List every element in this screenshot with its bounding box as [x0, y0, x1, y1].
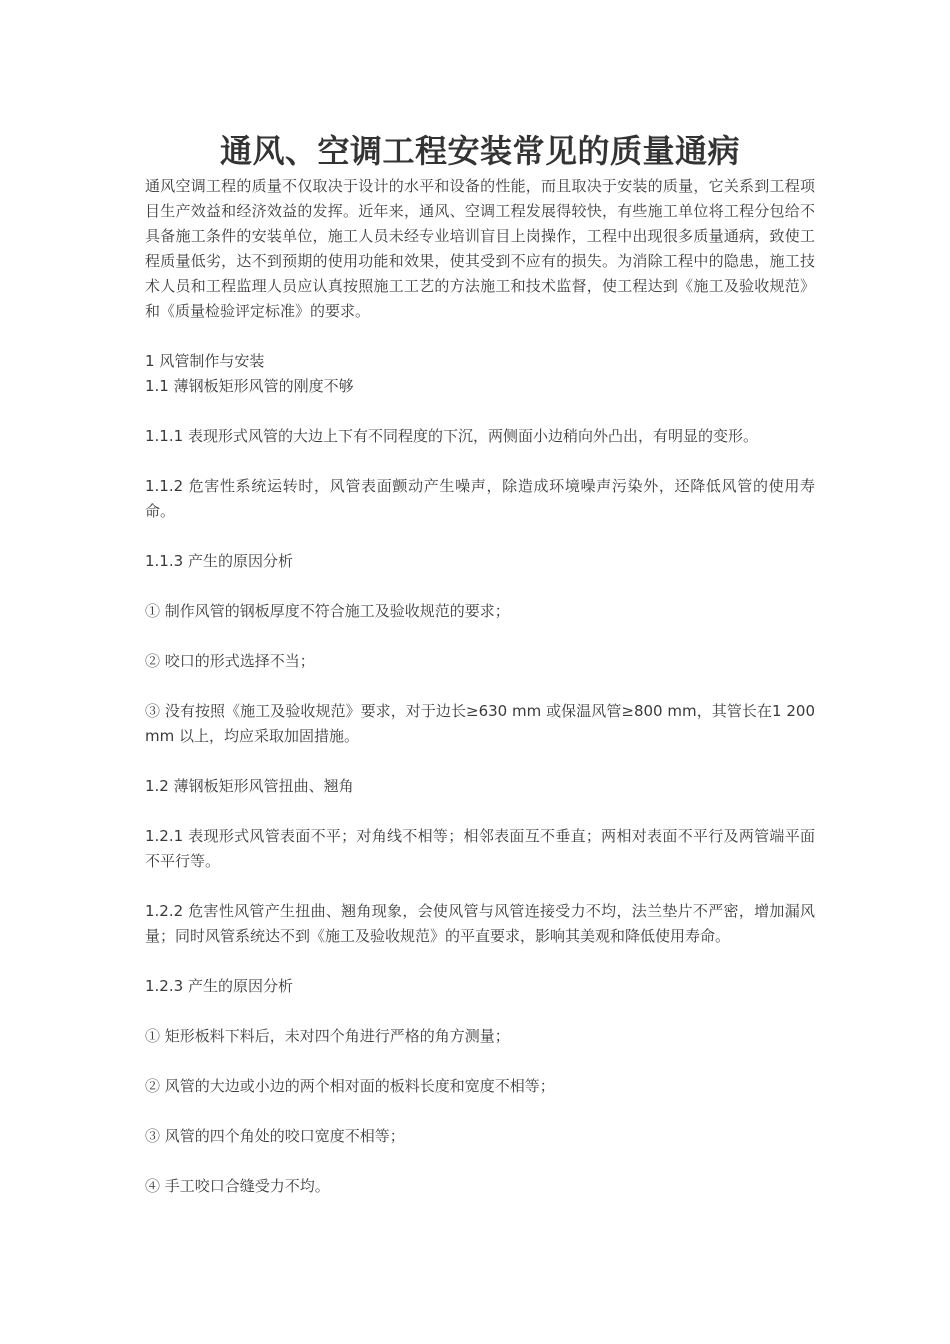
section-text: 危害性系统运转时，风管表面颤动产生噪声，除造成环境噪声污染外，还降低风管的使用寿命。 — [145, 477, 815, 520]
cause-item-1: ① 矩形板料下料后，未对四个角进行严格的角方测量； — [145, 1027, 510, 1045]
section-text: 危害性风管产生扭曲、翘角现象，会使风管与风管连接受力不均，法兰垫片不严密，增加漏风量；同时风管系统达不到《施工及验收规范》的平直要求，影响其美观和降低使用寿命。 — [145, 902, 815, 945]
text-run: 以上，均应采取加固措施。 — [174, 727, 360, 745]
spacer — [145, 449, 815, 474]
spacer — [145, 1049, 815, 1074]
section-1-1-1 — [145, 424, 815, 449]
cause-item-4: ④ 手工咬口合缝受力不均。 — [145, 1177, 330, 1195]
document-title: 通风、空调工程安装常见的质量通病 — [219, 132, 740, 170]
section-1-1-3 — [145, 549, 815, 574]
section-1-2-3 — [145, 974, 815, 999]
section-number: 1.2 — [145, 777, 169, 795]
spacer — [145, 1099, 815, 1124]
section-number: 1.2.2 — [145, 902, 184, 920]
section-number: 1.1.2 — [145, 477, 184, 495]
section-text: 风管制作与安装 — [154, 352, 265, 370]
section-number: 1.1.3 — [145, 552, 184, 570]
section-number: 1.1 — [145, 377, 169, 395]
section-number: 1.2.3 — [145, 977, 184, 995]
spacer — [145, 399, 815, 424]
text-run: 1 200mm — [145, 702, 815, 745]
document-page — [145, 128, 815, 1199]
spacer — [145, 1149, 815, 1174]
spacer — [145, 574, 815, 599]
section-number: 1.2.1 — [145, 827, 184, 845]
section-1-1-2 — [145, 474, 815, 524]
section-text: 薄钢板矩形风管的刚度不够 — [168, 377, 354, 395]
cause-item-1: ① 制作风管的钢板厚度不符合施工及验收规范的要求； — [145, 602, 510, 620]
text-run: 630 mm — [478, 702, 542, 720]
cause-item-3 — [145, 699, 815, 749]
section-text: 表现形式风管的大边上下有不同程度的下沉，两侧面小边稍向外凸出，有明显的变形。 — [183, 427, 758, 445]
section-text: 产生的原因分析 — [183, 552, 293, 570]
intro-paragraph: 通风空调工程的质量不仅取决于设计的水平和设备的性能，而且取决于安装的质量，它关系到工程项目生产效益和经济效益的发挥。近年来，通风、空调工程发展得较快，有些施工单位将工程分包给不具备施工条件的安装单位，施工人员未经专业培训盲目上岗操作，工程中出现很多质量通病，致使工程质量低劣，达不到预期的使用功能和效果，使其受到不应有的损失。为消除工程中的隐患，施工技术人员和工程监理人员应认真按照施工工艺的方法施工和技术监督，使工程达到《施工及验收规范》和《质量检验评定标准》的要求。 — [145, 177, 815, 320]
spacer — [145, 524, 815, 549]
spacer — [145, 949, 815, 974]
section-1-2-1 — [145, 824, 815, 874]
section-1-1-heading — [145, 374, 815, 399]
spacer — [145, 799, 815, 824]
spacer — [145, 749, 815, 774]
cause-item-3: ③ 风管的四个角处的咬口宽度不相等； — [145, 1127, 405, 1145]
section-text: 薄钢板矩形风管扭曲、翘角 — [168, 777, 354, 795]
text-run: ，其管长在 — [696, 702, 772, 720]
section-number: 1 — [145, 352, 155, 370]
section-1-2-heading — [145, 774, 815, 799]
section-text: 产生的原因分析 — [183, 977, 293, 995]
section-1-2-2 — [145, 899, 815, 949]
cause-item-2: ② 咬口的形式选择不当； — [145, 652, 315, 670]
spacer — [145, 999, 815, 1024]
section-1-heading — [145, 349, 815, 374]
section-text: 表现形式风管表面不平；对角线不相等；相邻表面互不垂直；两相对表面不平行及两管端平面不平行等。 — [145, 827, 815, 870]
spacer — [145, 674, 815, 699]
spacer — [145, 624, 815, 649]
section-number: 1.1.1 — [145, 427, 184, 445]
text-run: ③ 没有按照《施工及验收规范》要求，对于边长≥ — [145, 702, 479, 720]
spacer — [145, 874, 815, 899]
cause-item-2: ② 风管的大边或小边的两个相对面的板料长度和宽度不相等； — [145, 1077, 555, 1095]
text-run: 800 mm — [633, 702, 697, 720]
text-run: 或保温风管≥ — [541, 702, 634, 720]
spacer — [145, 324, 815, 349]
